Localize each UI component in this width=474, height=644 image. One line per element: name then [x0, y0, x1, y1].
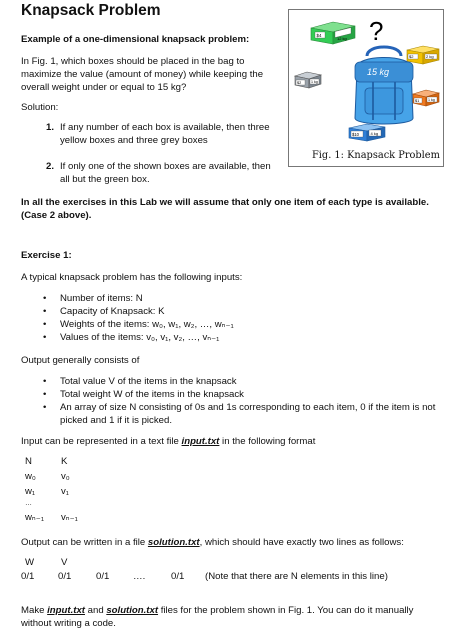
green-box-price: $4 [316, 33, 322, 38]
yellow-box-weight: 2 kg [426, 54, 434, 59]
output-table-cell: V [61, 557, 68, 568]
question-mark: ? [369, 16, 384, 46]
green-box [311, 22, 355, 44]
input-table-cell: v₀ [61, 471, 70, 482]
output-table-cell: 0/1 [171, 571, 185, 582]
blue-box [349, 124, 385, 141]
outputs-intro: Output generally consists of [21, 355, 140, 366]
yellow-box-price: $2 [409, 54, 414, 59]
intro-paragraph [21, 55, 263, 94]
input-file-link[interactable]: input.txt [181, 436, 220, 447]
input-table-cell: N [25, 456, 32, 467]
grey-box-price: $2 [297, 81, 302, 85]
orange-box-weight: 1 kg [428, 98, 435, 102]
input-table-cell: v₁ [61, 486, 70, 497]
exercise-heading: Exercise 1: [21, 250, 72, 261]
inputs-intro: A typical knapsack problem has the following inputs: [21, 272, 243, 283]
input-representation: Input can be represented in a text file input.txt in the following format [21, 436, 316, 447]
output-table-cell: 0/1 [21, 571, 35, 582]
blue-box-price: $10 [352, 132, 359, 137]
output-table-cell: W [25, 557, 35, 568]
output-representation: Output can be written in a file solution.txt, which should have exactly two lines as follows: [21, 537, 404, 548]
solution-line: yellow boxes and three grey boxes [60, 135, 208, 146]
input-table-cell: K [61, 456, 68, 467]
page-title: Knapsack Problem [21, 2, 161, 19]
solution-label: Solution: [21, 102, 59, 113]
grey-box [295, 72, 321, 88]
knapsack-bag-icon [355, 47, 413, 124]
solution-file-link[interactable]: solution.txt [106, 605, 159, 616]
output-table-note: (Note that there are N elements in this line) [205, 571, 388, 582]
output-table-cell: 0/1 [58, 571, 72, 582]
knapsack-illustration [289, 10, 443, 148]
input-table-cell: … [25, 500, 32, 507]
note-line: (Case 2 above). [21, 210, 92, 221]
yellow-box [407, 46, 439, 64]
input-file-link[interactable]: input.txt [47, 605, 85, 616]
intro-heading: Example of a one-dimensional knapsack problem: [21, 34, 250, 45]
solution-line: If only one of the shown boxes are available, then [60, 161, 271, 172]
input-table-cell: wₙ₋₁ [25, 512, 45, 523]
input-table-cell: w₁ [25, 486, 36, 497]
figure-caption: Fig. 1: Knapsack Problem [312, 150, 440, 161]
knapsack-figure [288, 9, 444, 167]
intro-line: maximize the value (amount of money) while keeping the [21, 69, 264, 80]
blue-box-weight: 4 kg [370, 131, 379, 136]
solution-line: all but the green box. [60, 174, 150, 185]
output-table-cell: …. [133, 571, 146, 582]
green-box-weight: 12 kg [337, 36, 347, 41]
solution-line: If any number of each box is available, then three [60, 122, 270, 133]
grey-box-weight: 1 kg [311, 80, 318, 84]
bag-capacity-label: 15 kg [367, 67, 390, 77]
output-table-cell: 0/1 [96, 571, 110, 582]
final-instruction: Make input.txt and solution.txt files for the problem shown in Fig. 1. You can do it manually without writing a code. [21, 605, 414, 629]
orange-box [413, 90, 439, 106]
solution-file-link[interactable]: solution.txt [147, 537, 200, 548]
input-table-cell: w₀ [25, 471, 36, 482]
final-instruction-line: without writing a code. [21, 618, 116, 629]
orange-box-price: $1 [415, 99, 420, 103]
solution-number: 2. [46, 161, 55, 172]
intro-line: In Fig. 1, which boxes should be placed in the bag to [21, 56, 245, 67]
note-line: In all the exercises in this Lab we will assume that only one item of each type is available. [21, 197, 429, 208]
input-table-cell: vₙ₋₁ [61, 512, 78, 523]
intro-line: overall weight under or equal to 15 kg? [21, 82, 187, 93]
assumption-note [21, 196, 461, 222]
solution-number: 1. [46, 122, 55, 133]
